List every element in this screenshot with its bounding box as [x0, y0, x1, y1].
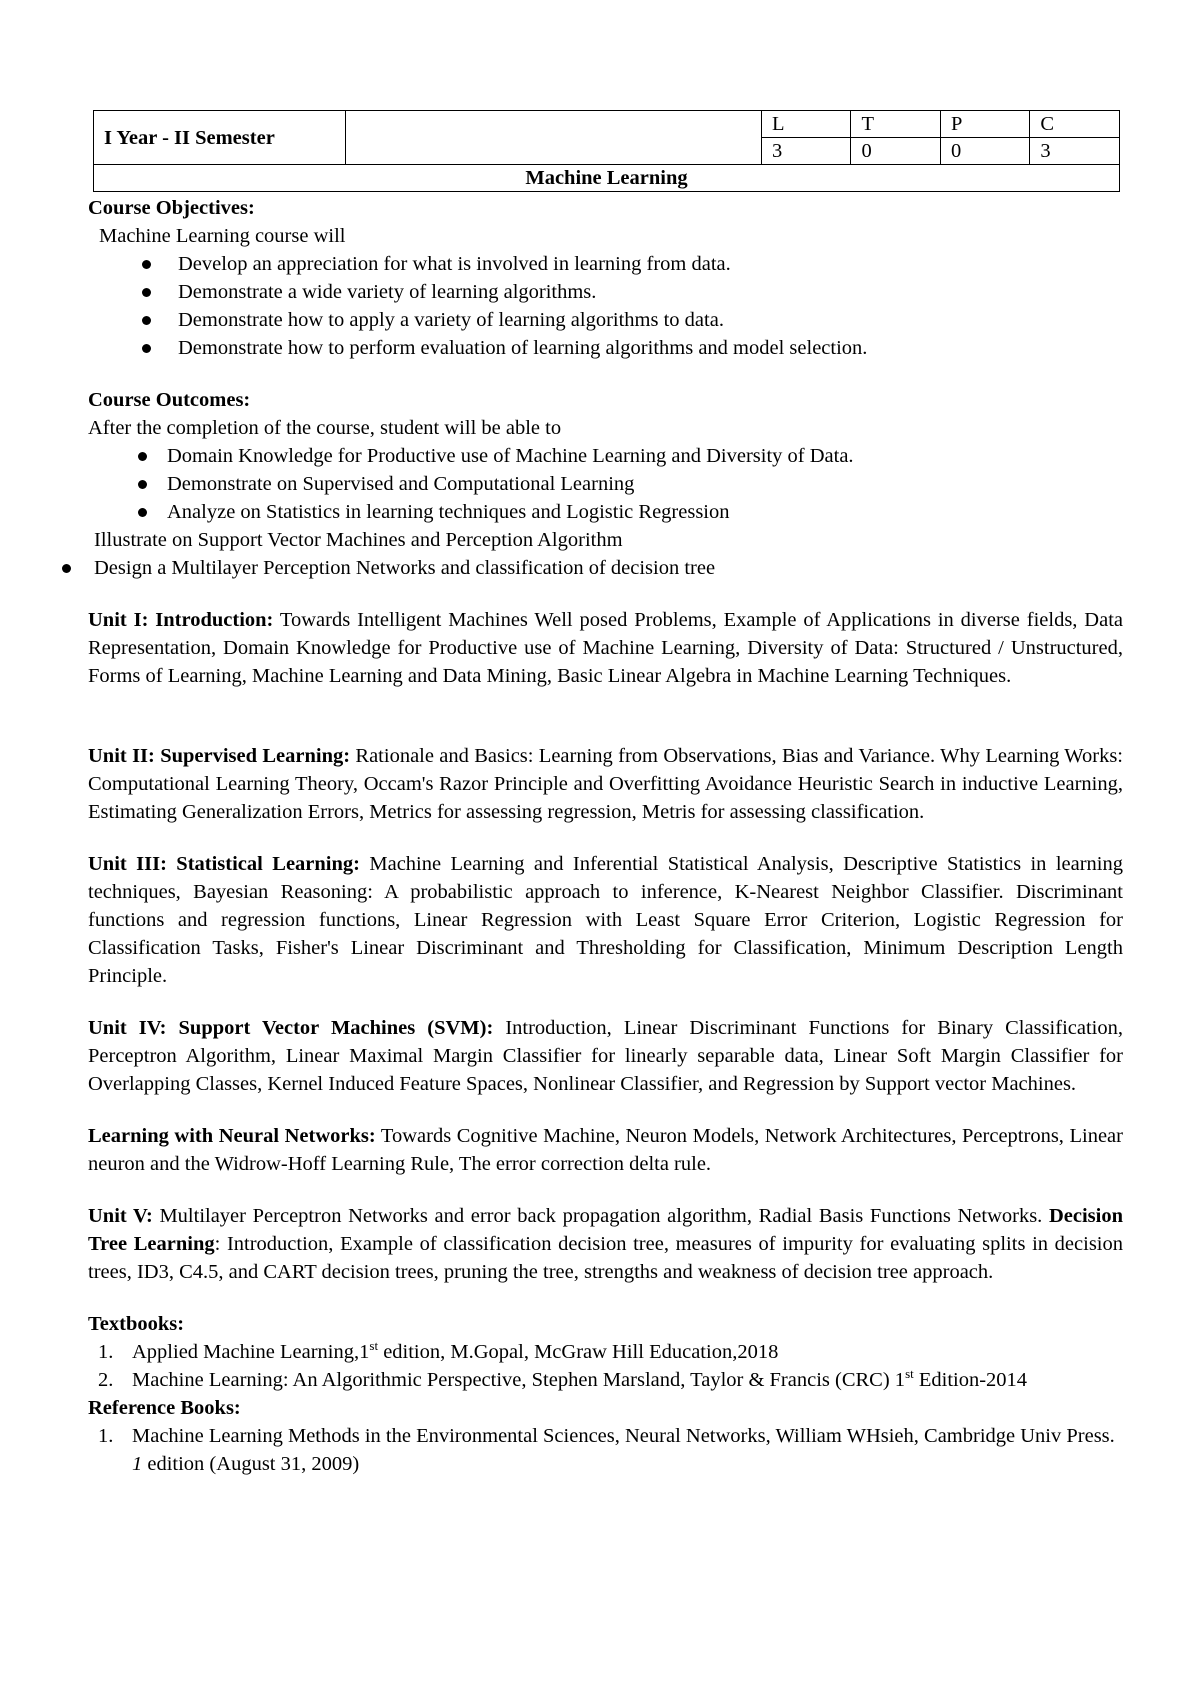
ltpc-value-l: 3 — [761, 138, 851, 165]
unit-5-heading: Unit V: — [88, 1205, 153, 1227]
bullet-icon — [142, 316, 151, 325]
objectives-list — [88, 250, 1123, 362]
ltpc-value-p: 0 — [940, 138, 1029, 165]
list-number: 2. — [98, 1369, 114, 1391]
list-number: 1. — [98, 1341, 114, 1363]
bullet-icon — [142, 288, 151, 297]
unit-2-paragraph — [88, 742, 1123, 826]
unit-4-heading: Unit IV: Support Vector Machines (SVM): — [88, 1017, 494, 1039]
unit-1-paragraph — [88, 606, 1123, 690]
list-item — [88, 278, 1123, 306]
list-item — [88, 1422, 1123, 1478]
outcome-text: Design a Multilayer Perception Networks and classification of decision tree — [94, 557, 716, 579]
outcomes-heading: Course Outcomes: — [88, 389, 251, 411]
superscript: st — [369, 1338, 379, 1354]
syllabus-page — [88, 110, 1123, 1478]
list-item — [88, 1338, 1123, 1366]
unit-5-paragraph — [88, 1202, 1123, 1286]
objectives-heading: Course Objectives: — [88, 197, 255, 219]
textbooks-heading: Textbooks: — [88, 1313, 185, 1335]
outcome-last-list — [88, 554, 1123, 582]
neural-networks-heading: Learning with Neural Networks: — [88, 1125, 376, 1147]
ltpc-label-t: T — [851, 111, 941, 138]
superscript: st — [905, 1366, 914, 1382]
list-item — [88, 334, 1123, 362]
list-number: 1. — [98, 1425, 114, 1447]
textbook-text: edition, M.Gopal, McGraw Hill Education,2018 — [378, 1341, 779, 1363]
objectives-intro: Machine Learning course will — [99, 225, 346, 247]
bullet-icon — [138, 452, 147, 461]
unit-3-heading: Unit III: Statistical Learning: — [88, 853, 360, 875]
unit-3-paragraph — [88, 850, 1123, 990]
list-item — [88, 1366, 1123, 1394]
unit-1-body: Towards Intelligent Machines Well posed Problems, Example of Applications in diverse fields, Data Representation, Domain Knowledge for Productive use of Machine Learning, Diversity of Data: Structured / Unstructured, Forms of Learning, Machine Learning and Data Mining, Basic Linear Algebra in Machine Learning Techniques. — [88, 609, 1124, 687]
textbooks-list — [88, 1338, 1123, 1394]
outcome-text: Analyze on Statistics in learning techniques and Logistic Regression — [167, 501, 730, 523]
list-item — [88, 470, 1123, 498]
outcomes-intro: After the completion of the course, student will be able to — [88, 417, 562, 439]
blank-cell — [345, 111, 761, 165]
outcome-text: Demonstrate on Supervised and Computational Learning — [167, 473, 635, 495]
objective-text: Develop an appreciation for what is involved in learning from data. — [178, 253, 731, 275]
bullet-icon — [138, 480, 147, 489]
bullet-icon — [142, 344, 151, 353]
reference-text: edition (August 31, 2009) — [142, 1453, 360, 1475]
bullet-icon — [142, 260, 151, 269]
course-title: Machine Learning — [94, 165, 1120, 192]
course-header-table — [93, 110, 1120, 192]
objective-text: Demonstrate how to perform evaluation of learning algorithms and model selection. — [178, 337, 868, 359]
textbook-text: Applied Machine Learning,1 — [132, 1341, 370, 1363]
neural-networks-body: Towards Cognitive Machine, Neuron Models, Network Architectures, Perceptrons, Linear neuron and the Widrow-Hoff Learning Rule, The error correction delta rule. — [88, 1125, 1123, 1175]
references-heading: Reference Books: — [88, 1397, 241, 1419]
list-item — [88, 554, 1123, 582]
unit-4-body: Introduction, Linear Discriminant Functions for Binary Classification, Perceptron Algorithm, Linear Maximal Margin Classifier for linearly separable data, Linear Soft Margin Classifier for Overlapping Classes, Kernel Induced Feature Spaces, Nonlinear Classifier, and Regression by Support vector Machines. — [88, 1017, 1123, 1095]
decision-tree-heading: Decision Tree Learning — [88, 1205, 1123, 1255]
unit-5-body-a: Multilayer Perceptron Networks and error back propagation algorithm, Radial Basis Functions Networks. — [152, 1205, 1049, 1227]
unit-2-body: Rationale and Basics: Learning from Observations, Bias and Variance. Why Learning Works: Computational Learning Theory, Occam's Razor Principle and Overfitting Avoidance Heuristic Search in inductive Learning, Estimating Generalization Errors, Metrics for assessing regression, Metris for assessing classification. — [88, 745, 1123, 823]
textbook-text: Edition-2014 — [913, 1369, 1028, 1391]
unit-2-heading: Unit II: Supervised Learning: — [88, 745, 351, 767]
unit-4-paragraph — [88, 1014, 1123, 1098]
list-item — [88, 306, 1123, 334]
list-item — [88, 442, 1123, 470]
outcome-extra-line: Illustrate on Support Vector Machines and Perception Algorithm — [94, 529, 623, 551]
textbook-text: Machine Learning: An Algorithmic Perspective, Stephen Marsland, Taylor & Francis (CRC) 1 — [132, 1369, 906, 1391]
list-item — [88, 250, 1123, 278]
unit-3-body: Machine Learning and Inferential Statistical Analysis, Descriptive Statistics in learning techniques, Bayesian Reasoning: A probabilistic approach to inference, K-Nearest Neighbor Classifier. Discriminant functions and regression functions, Linear Regression with Least Square Error Criterion, Logistic Regression for Classification Tasks, Fisher's Linear Discriminant and Thresholding for Classification, Minimum Description Length Principle. — [88, 853, 1123, 987]
reference-text: Machine Learning Methods in the Environmental Sciences, Neural Networks, William WHsieh, Cambridge Univ Press. — [132, 1425, 1115, 1447]
ltpc-value-t: 0 — [851, 138, 941, 165]
objective-text: Demonstrate a wide variety of learning algorithms. — [178, 281, 597, 303]
semester-cell: I Year - II Semester — [94, 111, 346, 165]
bullet-icon — [62, 564, 71, 573]
unit-1-heading: Unit I: Introduction: — [88, 609, 274, 631]
objective-text: Demonstrate how to apply a variety of learning algorithms to data. — [178, 309, 724, 331]
ltpc-value-c: 3 — [1030, 138, 1120, 165]
ltpc-label-l: L — [761, 111, 851, 138]
bullet-icon — [138, 508, 147, 517]
ltpc-label-p: P — [940, 111, 1029, 138]
unit-5-body-b: : Introduction, Example of classification decision tree, measures of impurity for evaluating splits in decision trees, ID3, C4.5, and CART decision trees, pruning the tree, strengths and weakness of decision tree approach. — [88, 1233, 1123, 1283]
ltpc-label-c: C — [1030, 111, 1120, 138]
neural-networks-paragraph — [88, 1122, 1123, 1178]
list-item — [88, 498, 1123, 526]
references-list — [88, 1422, 1123, 1478]
reference-italic: 1 — [132, 1453, 143, 1475]
outcome-text: Domain Knowledge for Productive use of Machine Learning and Diversity of Data. — [167, 445, 854, 467]
outcomes-list — [88, 442, 1123, 526]
